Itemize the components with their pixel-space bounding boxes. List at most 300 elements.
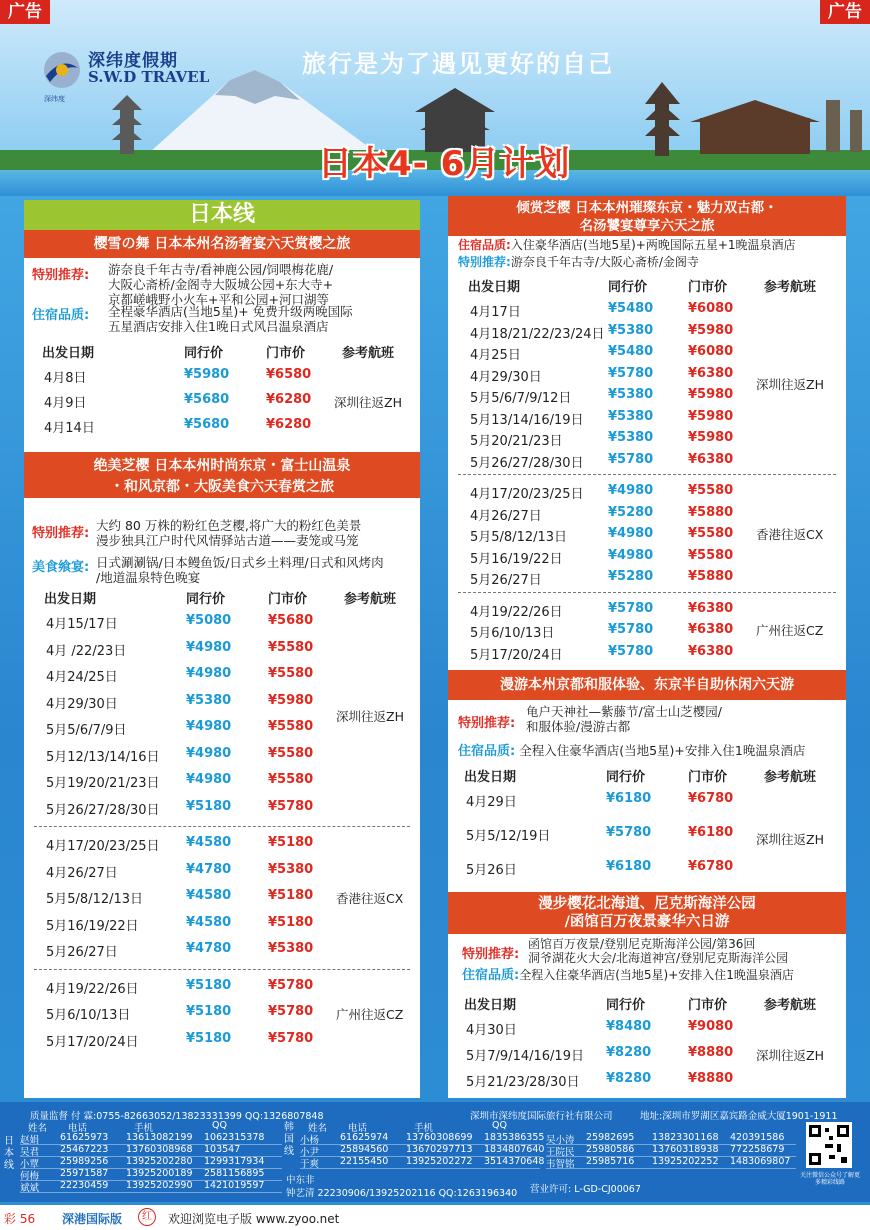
depart-date: 5月17/20/24日 <box>470 647 563 663</box>
retail-price: ¥6080 <box>688 301 734 316</box>
table-header: 出发日期 <box>464 770 517 785</box>
depart-date: 5月5/8/12/13日 <box>46 892 144 907</box>
contact-cell: 13670297713 <box>406 1144 473 1155</box>
agent-price: ¥5380 <box>608 408 654 424</box>
depart-date: 5月26日 <box>466 863 517 878</box>
logo-emblem-icon <box>40 48 84 92</box>
depart-date: 4月24/25日 <box>46 670 118 685</box>
banner <box>0 0 870 196</box>
tour1-table <box>24 342 420 442</box>
ad-label-right: 广告 <box>820 0 870 24</box>
table-row[interactable] <box>448 341 846 363</box>
table-header: 同行价 <box>606 998 646 1013</box>
retail-price: ¥8880 <box>688 1045 734 1060</box>
group-divider <box>34 826 410 827</box>
tour2-table <box>24 588 420 1098</box>
agent-price: ¥5780 <box>608 622 654 637</box>
contact-cell: 赵娟 <box>20 1135 40 1146</box>
tour1-stay-label: 住宿品质: <box>32 308 90 323</box>
depart-date: 5月20/21/23日 <box>470 434 563 449</box>
depart-date: 4月19/22/26日 <box>46 981 139 997</box>
contact-cell: 于爽 <box>300 1159 320 1170</box>
table-header: 门市价 <box>688 280 728 295</box>
tour5-title-line: /函馆百万夜景豪华六日游 <box>564 914 730 930</box>
tour2-rec <box>96 518 361 548</box>
agent-price: ¥4980 <box>608 526 654 541</box>
korea-line-label: 韩国线 <box>284 1122 294 1157</box>
table-row[interactable] <box>448 788 846 810</box>
agent-price: ¥4980 <box>186 772 232 787</box>
agent-price: ¥5380 <box>608 322 654 338</box>
tour1-stay-line: 五星酒店安排入住1晚日式风吕温泉酒店 <box>108 319 329 334</box>
table-header: 参考航班 <box>764 998 817 1013</box>
table-header: 同行价 <box>186 592 226 607</box>
depart-date: 5月17/20/24日 <box>46 1034 139 1050</box>
contact-cell: 22230459 <box>60 1180 109 1191</box>
red-badge: 红 <box>138 1208 156 1226</box>
japan-line-label: 日本线 <box>4 1136 14 1171</box>
table-header: 门市价 <box>266 346 306 361</box>
tour1-rec <box>108 262 333 307</box>
table-row[interactable] <box>448 598 846 620</box>
contact-row <box>20 1180 282 1193</box>
agent-price: ¥5380 <box>186 692 232 708</box>
table-header: 同行价 <box>606 770 646 785</box>
depart-date: 4月18/21/22/23/24日 <box>470 326 605 342</box>
table-header: 出发日期 <box>468 280 521 295</box>
ad-label-left: 广告 <box>0 0 50 24</box>
tour1-rec-label: 特别推荐: <box>32 268 90 283</box>
table-row[interactable] <box>448 427 846 449</box>
contact-cell: 王院民 <box>546 1147 575 1158</box>
table-header: 门市价 <box>688 770 728 785</box>
right-panel <box>448 196 846 1098</box>
retail-price: ¥6380 <box>688 451 734 467</box>
depart-date: 5月26/27/28/30日 <box>470 455 584 471</box>
table-row[interactable] <box>448 320 846 342</box>
depart-date: 5月5/12/19日 <box>466 829 551 844</box>
contact-cell: 小覃 <box>20 1159 40 1170</box>
table-header: 出发日期 <box>464 998 517 1013</box>
tour3-title-line: 倾赏芝樱 日本本州璀璨东京・魅力双古都・ <box>516 200 778 216</box>
tour4-title[interactable]: 漫游本州京都和服体验、东京半自助休闲六天游 <box>448 670 846 700</box>
table-header: 参考航班 <box>342 346 395 361</box>
tour5-stay-label: 住宿品质: <box>462 968 520 983</box>
table-header: 出发日期 <box>42 346 95 361</box>
group-divider <box>458 474 836 475</box>
tour3-title-line: 名汤饕宴尊享六天之旅 <box>579 218 715 234</box>
tour3-stay <box>458 238 796 253</box>
depart-date: 4月29/30日 <box>470 369 542 385</box>
table-row[interactable] <box>448 856 846 878</box>
retail-price: ¥5180 <box>268 914 314 930</box>
contact-row <box>300 1156 545 1170</box>
depart-date: 5月16/19/22日 <box>470 551 563 567</box>
brand-logo[interactable] <box>40 42 210 102</box>
contact-cell: 22155450 <box>340 1156 389 1167</box>
agent-price: ¥8480 <box>606 1019 652 1034</box>
retail-price: ¥6780 <box>688 791 734 806</box>
depart-date: 5月19/20/21/23日 <box>46 776 160 791</box>
table-row[interactable] <box>24 938 420 960</box>
agent-price: ¥5980 <box>184 367 230 382</box>
table-header: 门市价 <box>688 998 728 1013</box>
tour2-food-line: /地道温泉特色晚宴 <box>96 570 201 585</box>
retail-price: ¥5580 <box>268 772 314 787</box>
contact-col-header: QQ <box>212 1120 227 1131</box>
tour3-rec-label: 特别推荐: <box>458 255 511 269</box>
retail-price: ¥6380 <box>688 600 734 616</box>
contact-cell: 吴小涛 <box>546 1135 575 1146</box>
contact-footer <box>0 1102 870 1202</box>
contact-cell: 103547 <box>204 1144 241 1155</box>
contact-cell: 25980586 <box>586 1144 635 1155</box>
agent-price: ¥4980 <box>608 483 654 498</box>
table-header: 出发日期 <box>44 592 97 607</box>
contact-cell: 13925202252 <box>652 1156 719 1167</box>
retail-price: ¥5880 <box>688 569 734 584</box>
tour1-rec-line: 京都嵯峨野小火车+平和公园+河口湖等 <box>108 292 329 307</box>
agent-price: ¥6180 <box>606 791 652 806</box>
retail-price: ¥5380 <box>268 861 314 877</box>
retail-price: ¥5580 <box>268 639 314 655</box>
group-divider <box>34 969 410 970</box>
retail-price: ¥5580 <box>688 526 734 541</box>
page-number: 彩 56 <box>4 1212 36 1226</box>
depart-date: 5月21/23/28/30日 <box>466 1075 580 1090</box>
contact-col-header: 电话 <box>348 1123 368 1134</box>
reference-flight: 香港往返CX <box>756 526 824 542</box>
table-row[interactable] <box>448 566 846 588</box>
retail-price: ¥6380 <box>688 365 734 381</box>
table-row[interactable] <box>448 480 846 502</box>
depart-date: 4月26/27日 <box>46 865 118 881</box>
qr-caption: 关注微信公众号了解更多精彩线路 <box>800 1172 861 1186</box>
depart-date: 4月19/22/26日 <box>470 604 563 620</box>
agent-price: ¥6180 <box>606 859 652 874</box>
tour3-stay-text: 入住豪华酒店(当地5星)+两晚国际五星+1晚温泉酒店 <box>510 238 796 252</box>
tour1-stay <box>108 304 353 334</box>
tour5-rec-label: 特别推荐: <box>462 947 520 962</box>
tour1-rec-line: 游奈良千年古寺/看神鹿公园/饲喂梅花鹿/ <box>108 262 334 277</box>
depart-date: 4月8日 <box>44 371 87 386</box>
tour2-food-label: 美食飨宴: <box>32 560 90 575</box>
retail-price: ¥5380 <box>268 941 314 956</box>
depart-date: 5月5/8/12/13日 <box>470 530 568 545</box>
agent-price: ¥4980 <box>186 719 232 734</box>
table-header: 同行价 <box>184 346 224 361</box>
tour3-table <box>448 276 846 666</box>
retail-price: ¥5980 <box>688 408 734 424</box>
tour4-rec-label: 特别推荐: <box>458 716 516 731</box>
contact-row <box>546 1156 796 1169</box>
retail-price: ¥8880 <box>688 1071 734 1086</box>
agent-price: ¥5180 <box>186 1030 232 1046</box>
contact-cell: 13925202280 <box>126 1156 193 1167</box>
tour5-title[interactable] <box>448 892 846 934</box>
table-row[interactable] <box>24 912 420 934</box>
contact-cell: 1299317934 <box>204 1156 265 1167</box>
table-row[interactable] <box>24 859 420 881</box>
agent-price: ¥4780 <box>186 941 232 956</box>
table-row[interactable] <box>24 743 420 765</box>
retail-price: ¥5580 <box>268 666 314 681</box>
agent-price: ¥5380 <box>608 430 654 445</box>
retail-price: ¥5780 <box>268 1030 314 1046</box>
logo-sub-text: 深纬度 <box>44 95 65 103</box>
agent-price: ¥8280 <box>606 1071 652 1086</box>
contact-cell: 吴君 <box>20 1147 40 1158</box>
depart-date: 4月17日 <box>470 305 521 320</box>
retail-price: ¥6780 <box>688 859 734 874</box>
contact-cell: 3514370648 <box>484 1156 545 1167</box>
tour5-rec-line: 洞爷湖花火大会/北海道神宫/登别尼克斯海洋公园 <box>528 951 789 965</box>
table-row[interactable] <box>448 406 846 428</box>
tour1-stay-line: 全程豪华酒店(当地5星)+ 免费升级两晚国际 <box>108 304 353 319</box>
retail-price: ¥5980 <box>268 692 314 708</box>
tour1-rec-line: 大阪心斋桥/金阁寺大阪城公园+东大寺+ <box>108 277 334 292</box>
agent-price: ¥5780 <box>608 600 654 616</box>
table-row[interactable] <box>24 364 420 386</box>
tour4-stay <box>458 743 805 759</box>
table-row[interactable] <box>24 975 420 997</box>
reference-flight: 深圳往返ZH <box>756 1048 824 1063</box>
contact-col-header: 手机 <box>414 1123 434 1134</box>
contact-cell: 772258679 <box>730 1144 785 1155</box>
agent-price: ¥5480 <box>608 344 654 359</box>
tour4-stay-label: 住宿品质: <box>458 744 516 759</box>
table-row[interactable] <box>24 610 420 632</box>
tour1-title[interactable]: 樱雪の舞 日本本州名汤奢宴六天赏樱之旅 <box>24 230 420 258</box>
agent-price: ¥5280 <box>608 504 654 520</box>
retail-price: ¥6280 <box>266 417 312 432</box>
tour4-rec <box>526 704 722 734</box>
qr-code-icon[interactable] <box>806 1122 852 1168</box>
me-line-label: 中东非 <box>286 1175 315 1186</box>
reference-flight: 广州往返CZ <box>756 622 824 638</box>
table-header: 同行价 <box>608 280 648 295</box>
contact-col-header: 姓名 <box>308 1123 328 1134</box>
agent-price: ¥5680 <box>184 417 230 432</box>
contact-cell: 何梅 <box>20 1171 40 1182</box>
contact-col-header: 电话 <box>68 1123 88 1134</box>
table-row[interactable] <box>24 1028 420 1050</box>
contact-cell: 1834807640 <box>484 1144 545 1155</box>
agent-price: ¥4580 <box>186 888 232 903</box>
contact-cell: 13613082199 <box>126 1132 193 1143</box>
retail-price: ¥9080 <box>688 1019 734 1034</box>
left-panel <box>24 200 420 1098</box>
tour5-title-line: 漫步樱花北海道、尼克斯海洋公园 <box>538 896 756 912</box>
slogan: 旅行是为了遇见更好的自己 <box>302 50 614 78</box>
depart-date: 5月16/19/22日 <box>46 918 139 934</box>
depart-date: 4月26/27日 <box>470 508 542 524</box>
plan-title: 日本4- 6月计划 <box>318 144 571 184</box>
table-row[interactable] <box>24 832 420 854</box>
tour5-table <box>448 992 846 1098</box>
agent-price: ¥5180 <box>186 977 232 993</box>
retail-price: ¥5980 <box>688 430 734 445</box>
retail-price: ¥5880 <box>688 504 734 520</box>
agent-price: ¥5080 <box>186 613 232 628</box>
agent-price: ¥4780 <box>186 861 232 877</box>
agent-price: ¥5680 <box>184 392 230 407</box>
edition-name: 深港国际版 <box>62 1212 123 1226</box>
contact-cell: 1835386355 <box>484 1132 545 1143</box>
agent-price: ¥5380 <box>608 387 654 402</box>
reference-flight: 深圳往返ZH <box>334 394 402 410</box>
contact-cell: 1062315378 <box>204 1132 265 1143</box>
retail-price: ¥6080 <box>688 344 734 359</box>
retail-price: ¥5180 <box>268 835 314 850</box>
contact-col-header: QQ <box>492 1120 507 1131</box>
agent-price: ¥5180 <box>186 798 232 814</box>
retail-price: ¥6380 <box>688 622 734 637</box>
retail-price: ¥5680 <box>268 613 314 628</box>
agent-price: ¥5780 <box>608 451 654 467</box>
tour4-rec-line: 和服体验/漫游古都 <box>526 719 631 734</box>
tour2-title[interactable] <box>24 452 420 498</box>
reference-flight: 深圳往返ZH <box>756 377 824 392</box>
contact-cell: 13760308699 <box>406 1132 473 1143</box>
table-row[interactable] <box>448 298 846 320</box>
depart-date: 4月30日 <box>466 1023 517 1038</box>
web-link[interactable]: 欢迎浏览电子版 www.zyoo.net <box>168 1212 340 1226</box>
depart-date: 5月13/14/16/19日 <box>470 412 584 428</box>
table-row[interactable] <box>448 502 846 524</box>
table-row[interactable] <box>448 1016 846 1038</box>
retail-price: ¥5580 <box>688 547 734 563</box>
tour3-stay-label: 住宿品质: <box>458 238 511 252</box>
agent-price: ¥4980 <box>186 745 232 761</box>
contact-cell: 13760308968 <box>126 1144 193 1155</box>
retail-price: ¥5980 <box>688 387 734 402</box>
tour3-rec <box>458 255 699 270</box>
agent-price: ¥4580 <box>186 835 232 850</box>
depart-date: 4月25日 <box>470 348 521 363</box>
depart-date: 5月12/13/14/16日 <box>46 749 160 765</box>
contact-col-header: 姓名 <box>28 1123 48 1134</box>
contact-cell: 13925202990 <box>126 1180 193 1191</box>
reference-flight: 深圳往返ZH <box>756 832 824 847</box>
depart-date: 4月29/30日 <box>46 696 118 712</box>
tour2-title-line: ・和风京都・大阪美食六天春赏之旅 <box>110 479 334 495</box>
contact-cell: 13760318938 <box>652 1144 719 1155</box>
contact-cell: 25989256 <box>60 1156 109 1167</box>
contact-col-header: 手机 <box>134 1123 154 1134</box>
table-header: 门市价 <box>268 592 308 607</box>
depart-date: 5月26/27日 <box>46 945 118 960</box>
depart-date: 5月26/27/28/30日 <box>46 802 160 818</box>
contact-cell: 420391586 <box>730 1132 785 1143</box>
tour4-stay-text: 全程入住豪华酒店(当地5星)+安排入住1晚温泉酒店 <box>519 743 806 758</box>
me-contact: 钟艺清 22230906/13925202116 QQ:1263196340 <box>286 1188 518 1199</box>
tour4-rec-line: 龟户天神社—紫藤节/富士山芝樱园/ <box>526 704 722 719</box>
table-row[interactable] <box>448 641 846 663</box>
depart-date: 4月29日 <box>466 795 517 810</box>
agent-price: ¥5780 <box>608 643 654 659</box>
tour5-rec <box>528 937 788 965</box>
contact-cell: 13823301168 <box>652 1132 719 1143</box>
agent-price: ¥8280 <box>606 1045 652 1060</box>
contact-cell: 13925202272 <box>406 1156 473 1167</box>
retail-price: ¥5780 <box>268 1004 314 1019</box>
retail-price: ¥5780 <box>268 798 314 814</box>
tour5-rec-line: 函馆百万夜景/登别尼克斯海洋公园/第36回 <box>528 937 756 951</box>
contact-cell: 斌斌 <box>20 1183 40 1194</box>
tour5-stay-text: 全程入住豪华酒店(当地5星)+安排入住1晚温泉酒店 <box>519 968 794 982</box>
table-header: 参考航班 <box>344 592 397 607</box>
table-row[interactable] <box>24 769 420 791</box>
contact-cell: 25971587 <box>60 1168 109 1179</box>
agent-price: ¥5280 <box>608 569 654 584</box>
contact-cell: 13925200189 <box>126 1168 193 1179</box>
table-row[interactable] <box>448 449 846 471</box>
section-heading-japan: 日本线 <box>24 200 420 230</box>
reference-flight: 香港往返CX <box>336 891 404 907</box>
agent-price: ¥5180 <box>186 1004 232 1019</box>
table-row[interactable] <box>24 414 420 436</box>
agent-price: ¥4980 <box>608 547 654 563</box>
depart-date: 4月14日 <box>44 421 95 436</box>
retail-price: ¥6280 <box>266 392 312 407</box>
agent-price: ¥4980 <box>186 666 232 681</box>
table-row[interactable] <box>24 796 420 818</box>
table-row[interactable] <box>24 663 420 685</box>
depart-date: 4月17/20/23/25日 <box>470 487 584 502</box>
license-number: 营业许可: L-GD-CJ00067 <box>530 1184 641 1195</box>
company-name: 深圳市深纬度国际旅行社有限公司 <box>470 1111 613 1122</box>
contact-cell: 25982695 <box>586 1132 635 1143</box>
tour2-food <box>96 555 384 585</box>
depart-date: 5月26/27日 <box>470 573 542 588</box>
retail-price: ¥5580 <box>268 719 314 734</box>
retail-price: ¥6180 <box>688 825 734 840</box>
depart-date: 5月7/9/14/16/19日 <box>466 1049 584 1064</box>
tour3-title[interactable] <box>448 196 846 236</box>
table-row[interactable] <box>24 637 420 659</box>
table-row[interactable] <box>448 1068 846 1090</box>
retail-price: ¥5980 <box>688 322 734 338</box>
contact-cell: 小杨 <box>300 1135 320 1146</box>
reference-flight: 深圳往返ZH <box>336 709 404 724</box>
brand-name-en: S.W.D TRAVEL <box>88 68 210 86</box>
contact-cell: 1483069807 <box>730 1156 791 1167</box>
contact-cell: 2581156895 <box>204 1168 265 1179</box>
table-row[interactable] <box>448 545 846 567</box>
quality-supervise: 质量监督 付 霖:0755-82663052/13823331399 QQ:1326807848 <box>30 1111 324 1122</box>
reference-flight: 广州往返CZ <box>336 1007 404 1023</box>
contact-cell: 25985716 <box>586 1156 635 1167</box>
contact-cell: 小尹 <box>300 1147 320 1158</box>
contact-cell: 25894560 <box>340 1144 389 1155</box>
company-address: 地址:深圳市罗湖区嘉宾路金威大厦1901-1911 <box>640 1111 838 1122</box>
contact-cell: 61625974 <box>340 1132 389 1143</box>
tour5-stay <box>462 968 794 983</box>
depart-date: 5月6/10/13日 <box>46 1008 131 1023</box>
tour3-rec-text: 游奈良千年古寺/大阪心斋桥/金阁寺 <box>510 255 699 269</box>
depart-date: 5月5/6/7/9/12日 <box>470 391 572 406</box>
contact-cell: 1421019597 <box>204 1180 265 1191</box>
tour2-title-line: 绝美芝樱 日本本州时尚东京・富士山温泉 <box>93 458 351 474</box>
table-header: 参考航班 <box>764 280 817 295</box>
tour2-rec-line: 大约 80 万株的粉红色芝樱,将广大的粉红色美景 <box>96 518 362 533</box>
agent-price: ¥5480 <box>608 301 654 316</box>
contact-cell: 61625973 <box>60 1132 109 1143</box>
table-header: 参考航班 <box>764 770 817 785</box>
tour2-rec-line: 漫步独具江户时代风情驿站古道——妻笼或马笼 <box>96 533 359 548</box>
contact-cell: 25467223 <box>60 1144 109 1155</box>
